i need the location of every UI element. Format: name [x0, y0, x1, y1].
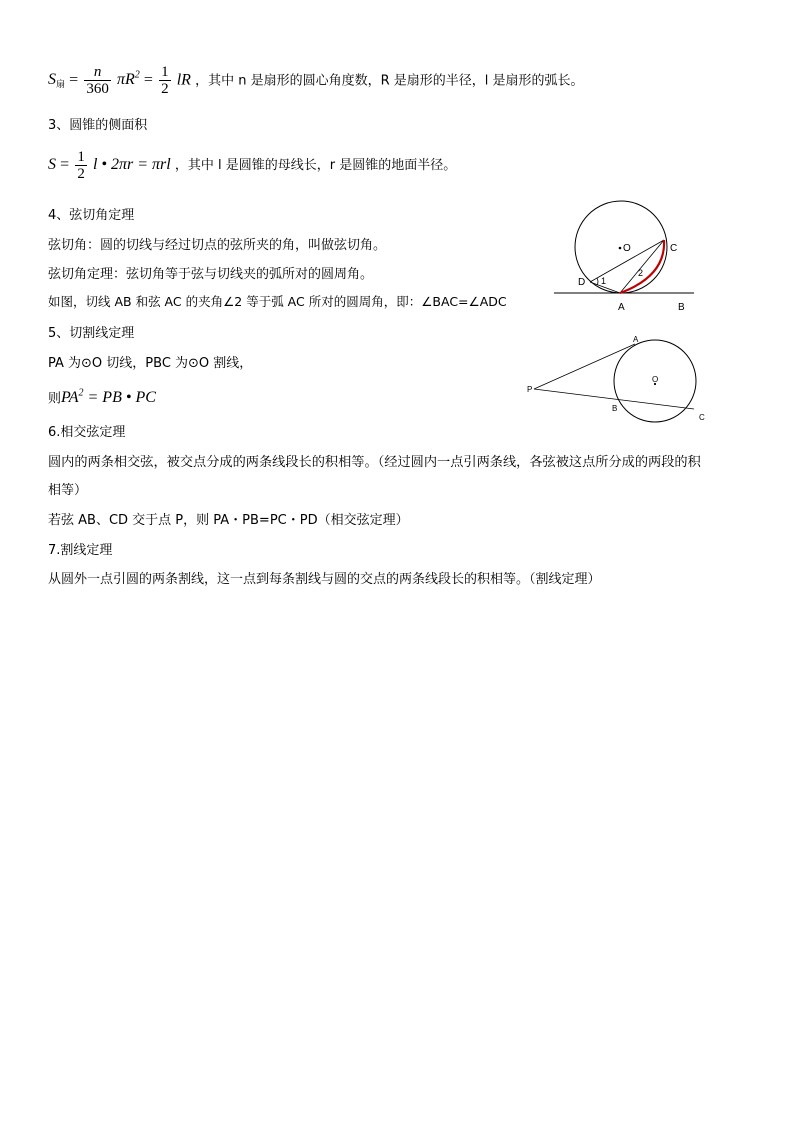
sector-frac1: $\frac{n}{360}$ [86, 64, 109, 98]
cone-expr: l • 2πr = πrl [92, 156, 171, 173]
sector-lhs: S扇 [48, 71, 66, 90]
figure1-circle [575, 201, 667, 293]
secant-tangent-formula-line [48, 381, 156, 407]
secant-tangent-formula: $PA^2$ = PB • PC [61, 388, 156, 407]
tangent-chord-theorem: 弦切角定理：弦切角等于弦与切线夹的弧所对的圆周角。 [48, 267, 374, 282]
figure1-label-a: A [618, 302, 625, 313]
sector-formula-line [48, 60, 584, 98]
secant-tangent-then: 则 [48, 391, 62, 407]
cone-lhs: S [48, 156, 56, 173]
sector-rhs: lR [176, 71, 191, 89]
secant-tangent-line1: PA 为⊙O 切线，PBC 为⊙O 割线， [48, 356, 253, 371]
figure2-label-b: B [612, 404, 618, 413]
secant-tangent-heading: 5、切割线定理 [48, 326, 135, 341]
figure2-tangent-pa [534, 344, 635, 389]
intersecting-chords-heading: 6.相交弦定理 [48, 425, 126, 440]
sector-eq1: = [69, 71, 79, 89]
figure1-angle-1-mark [597, 278, 598, 285]
secant-heading: 7.割线定理 [48, 543, 113, 558]
figure1-label-angle1: 1 [601, 276, 607, 286]
sector-eq2: = [143, 71, 153, 89]
cone-heading: 3、圆锥的侧面积 [48, 118, 148, 133]
figure2-label-a: A [633, 335, 639, 344]
tangent-chord-example: 如图，切线 AB 和弦 AC 的夹角∠2 等于弧 AC 所对的圆周角，即：∠BAC=∠ADC [48, 294, 507, 309]
figure1-label-b: B [678, 302, 685, 313]
figure2-label-c: C [699, 413, 705, 422]
cone-eq: = [60, 156, 70, 173]
tangent-chord-figure [552, 196, 697, 318]
figure2-label-o: O [652, 375, 659, 384]
sector-frac2: $\frac{1}{2}$ [161, 64, 169, 98]
tangent-chord-def: 弦切角：圆的切线与经过切点的弦所夹的角，叫做弦切角。 [48, 238, 387, 253]
intersecting-chords-example: 若弦 AB、CD 交于点 P，则 PA・PB=PC・PD（相交弦定理） [48, 513, 409, 528]
figure1-label-o: O [623, 243, 631, 254]
intersecting-chords-desc2: 相等） [48, 483, 88, 498]
intersecting-chords-desc: 圆内的两条相交弦，被交点分成的两条线段长的积相等。（经过圆内一点引两条线，各弦被这点所分成的两段的积 [48, 455, 701, 470]
secant-desc: 从圆外一点引圆的两条割线，这一点到每条割线与圆的交点的两条线段长的积相等。（割线定理） [48, 572, 601, 587]
figure1-label-c: C [670, 243, 678, 254]
tangent-chord-heading: 4、弦切角定理 [48, 208, 135, 223]
cone-desc: ，其中 l 是圆锥的母线长，r 是圆锥的地面半径。 [174, 158, 457, 173]
figure2-label-p: P [527, 385, 533, 394]
cone-frac: $\frac{1}{2}$ [77, 149, 85, 182]
sector-mid: $\pi R^2$ [116, 70, 140, 89]
figure1-label-angle2: 2 [638, 268, 644, 278]
figure1-label-d: D [578, 277, 586, 288]
cone-formula-line [48, 148, 456, 182]
figure1-center-dot [619, 247, 622, 250]
secant-tangent-figure [522, 332, 718, 426]
sector-desc: ，其中 n 是扇形的圆心角度数，R 是扇形的半径，l 是扇形的弧长。 [195, 73, 584, 89]
